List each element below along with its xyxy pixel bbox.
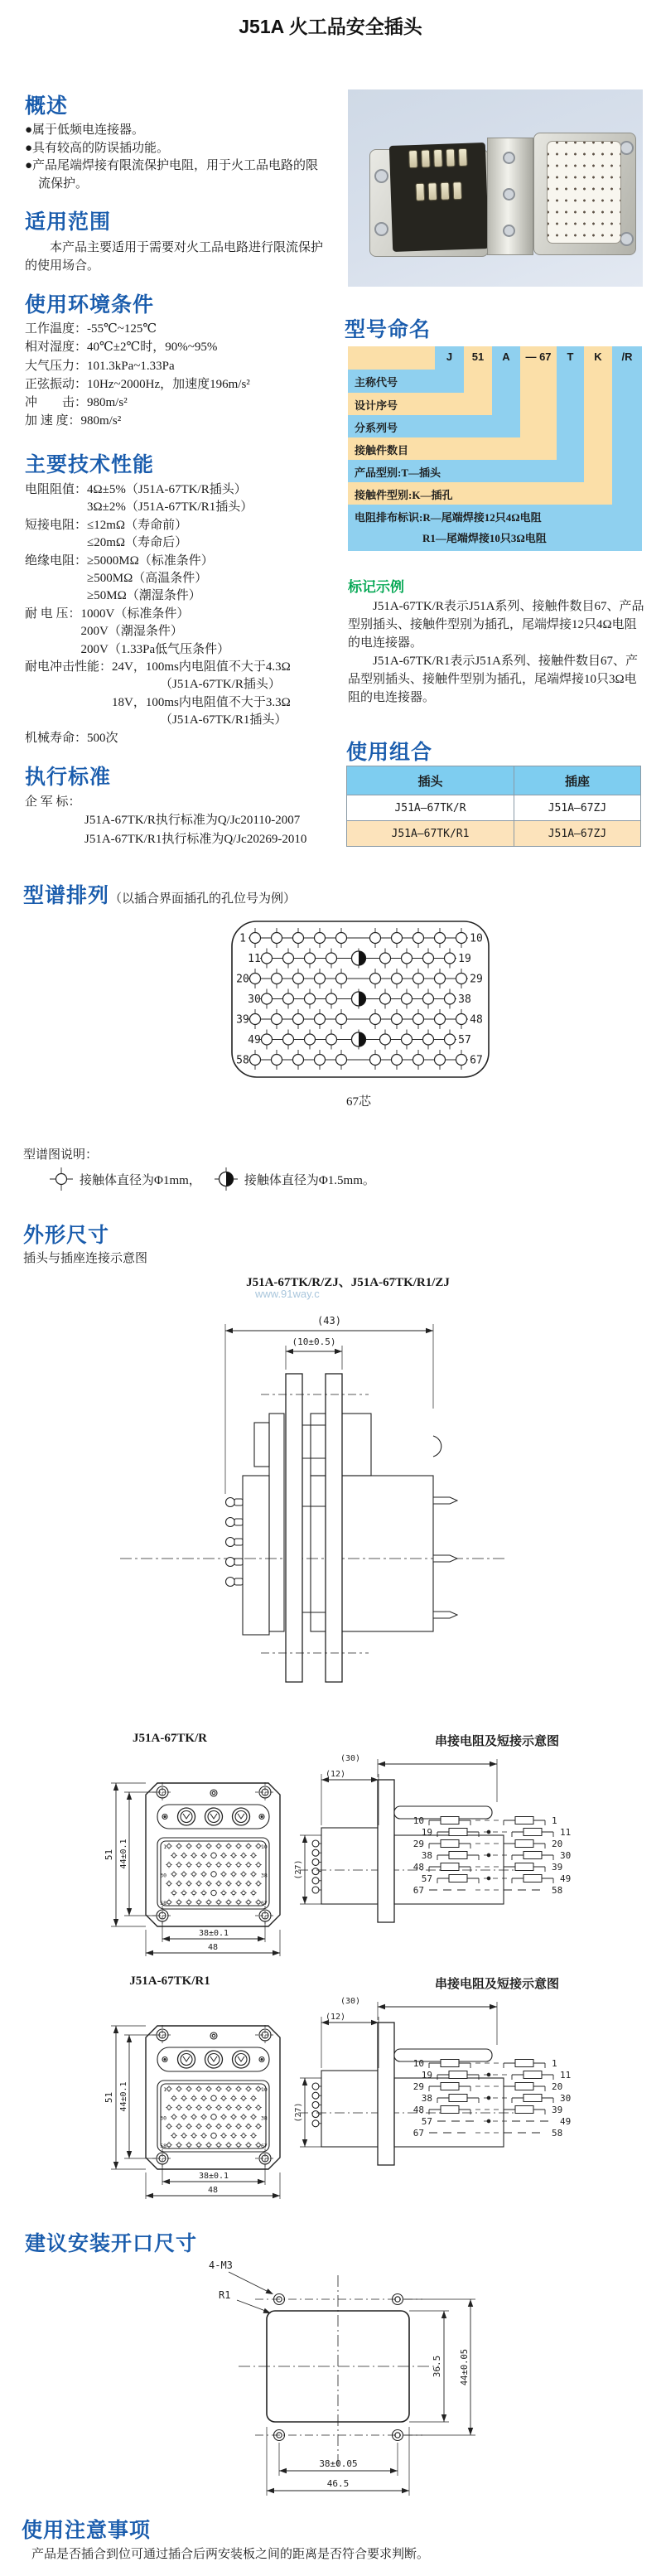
svg-text:1: 1 [163,2086,166,2093]
product-photo [348,89,643,287]
naming-code-char: A [502,350,510,363]
svg-text:51: 51 [104,2091,114,2104]
svg-text:20: 20 [552,1839,563,1849]
svg-text:11: 11 [560,1827,572,1838]
naming-code-char: J [446,350,453,363]
svg-text:1: 1 [552,1815,557,1826]
performance-list [25,481,335,747]
svg-text:30: 30 [560,2093,572,2104]
naming-last-row-line2: R1—尾端焊接10只3Ω电阻 [422,532,547,544]
svg-text:58: 58 [552,2128,563,2139]
legend-text: 接触体直径为Φ1.5mm。 [244,1173,375,1187]
page-title: J51A 火工品安全插头 [239,16,422,37]
svg-text:11: 11 [248,953,261,965]
svg-text:49: 49 [560,1873,572,1884]
photo-hole-icon [620,232,634,246]
svg-text:58: 58 [552,1885,563,1896]
performance-value: ≤20mΩ（寿命后） [87,536,188,550]
svg-text:10: 10 [413,2058,424,2069]
svg-text:1: 1 [552,2058,557,2069]
svg-text:(27): (27) [294,2102,303,2123]
svg-text:38: 38 [421,2093,432,2104]
performance-item [25,606,335,659]
environment-list [25,320,331,431]
family-heading [23,879,296,909]
svg-text:57: 57 [421,2116,432,2127]
svg-text:10: 10 [261,1844,268,1850]
svg-text:67: 67 [413,2128,424,2139]
svg-text:48: 48 [207,1943,219,1952]
photo-hole-icon [374,169,388,183]
svg-text:(12): (12) [325,2013,346,2022]
example-paragraphs [348,597,646,707]
performance-value: ≥500MΩ（高温条件） [87,572,208,586]
performance-label: 耐电冲击性能： [25,660,113,674]
svg-text:(10±0.5): (10±0.5) [292,1336,336,1347]
scope-heading: 适用范围 [25,210,112,234]
family-heading-text: 型谱排列 [23,884,110,907]
environment-heading: 使用环境条件 [25,293,155,317]
svg-text:10: 10 [261,2086,268,2093]
example-heading: 标记示例 [348,579,404,595]
table-cell: J51A—67TK/R [347,795,514,821]
performance-values [87,730,118,747]
svg-text:58: 58 [160,1900,166,1907]
photo-resistor-block [389,143,489,252]
outline-heading: 外形尺寸 [23,1224,110,1247]
naming-row-label: 分系列号 [355,422,398,434]
svg-text:58: 58 [160,2143,166,2149]
performance-label: 机械寿命： [25,731,88,745]
svg-text:38: 38 [261,1872,268,1879]
performance-values [87,553,214,606]
svg-text:30: 30 [160,2114,166,2122]
schematic-title: 串接电阻及短接示意图 [434,1735,559,1748]
svg-text:44±0.1: 44±0.1 [119,2081,128,2112]
svg-text:(43): (43) [317,1315,341,1327]
svg-text:67: 67 [261,1900,268,1907]
performance-values [81,606,230,659]
environment-label: 正弦振动： [25,377,88,391]
overview-heading: 概述 [25,94,69,118]
svg-text:19: 19 [458,953,471,965]
performance-item [25,659,335,730]
photo-hole-icon [374,222,388,236]
variant-name: J51A-67TK/R [133,1732,207,1745]
legend-text: 接触体直径为Φ1mm， [80,1173,201,1187]
svg-text:39: 39 [236,1013,249,1027]
performance-item [25,481,335,517]
performance-value: 200V（潮湿条件） [80,625,183,639]
svg-text:67: 67 [470,1054,483,1067]
combination-table-el [346,766,641,847]
environment-value: -55℃~125℃ [87,322,157,336]
svg-text:30: 30 [160,1872,166,1879]
naming-top-left-block [348,346,435,370]
svg-text:(30): (30) [340,1754,361,1763]
table-cell: J51A—67ZJ [514,821,640,847]
performance-label: 短接电阻： [25,518,88,532]
connection-drawing [99,1299,530,1701]
environment-label: 相对湿度： [25,341,88,355]
performance-value: 3Ω±2%（J51A-67TK/R1插头） [87,500,253,515]
svg-text:38±0.1: 38±0.1 [198,1929,229,1938]
environment-label: 工作温度： [25,322,88,336]
performance-values [87,481,253,517]
performance-value: 500次 [87,731,118,745]
svg-text:57: 57 [421,1873,432,1884]
environment-value: 40℃±2℃时，90%~95% [87,341,218,355]
naming-row-label: 产品型别:T—插头 [355,466,441,479]
performance-value: 18V，100ms内电阻值不大于3.3Ω [112,695,291,709]
svg-text:30: 30 [560,1850,572,1861]
naming-row-label: 接触件数目 [355,444,409,457]
svg-text:39: 39 [552,2105,563,2115]
performance-value: ≥50MΩ（潮湿条件） [87,589,201,603]
naming-code-char: /R [621,350,633,363]
table-row [347,821,641,847]
variant-section-tkr [99,1728,606,1970]
overview-bullet: ●产品尾端焊接有限流保护电阻，用于火工品电路的限流保护。 [25,159,319,191]
environment-label: 大气压力： [25,359,88,373]
svg-text:38: 38 [458,993,471,1006]
environment-value: 101.3kPa~1.33Pa [87,359,175,373]
contact-1mm-icon [48,1167,75,1191]
photo-mid-plate [487,138,533,255]
svg-text:48: 48 [470,1013,483,1027]
combination-table [346,766,641,847]
performance-value: （J51A-67TK/R插头） [160,678,281,692]
svg-text:48: 48 [207,2186,219,2195]
environment-value: 980m/s² [80,414,122,428]
svg-text:1: 1 [163,1844,166,1850]
naming-code-char: 51 [471,350,485,363]
watermark: www.91way.c [255,1288,320,1300]
svg-text:48: 48 [413,2105,424,2115]
environment-item [25,375,331,394]
photo-insert [547,141,621,244]
performance-value: （J51A-67TK/R1插头） [160,713,287,727]
performance-values [87,517,187,553]
svg-text:29: 29 [413,2081,424,2092]
table-cell: J51A—67ZJ [514,795,640,821]
naming-code-char: T [567,350,574,363]
svg-text:30: 30 [248,993,261,1006]
environment-item [25,412,331,430]
notes-text: 产品是否插合到位可通过插合后两安装板之间的距离是否符合要求判断。 [31,2548,430,2561]
svg-text:38: 38 [261,2114,268,2122]
naming-code-char: K [594,350,602,363]
environment-value: 10Hz~2000Hz，加速度196m/s² [87,377,250,391]
svg-text:44±0.05: 44±0.05 [460,2348,470,2386]
performance-item [25,730,335,747]
performance-values [112,659,291,730]
environment-item [25,357,331,375]
performance-label: 电阻阻值： [25,483,88,496]
cutout-heading: 建议安装开口尺寸 [25,2232,198,2255]
performance-value: 200V（1.33Pa低气压条件） [80,642,230,656]
naming-code-char: — 67 [525,350,552,363]
svg-text:29: 29 [470,973,483,986]
performance-value: 1000V（标准条件） [80,607,190,621]
svg-text:19: 19 [421,1827,432,1838]
svg-text:(12): (12) [325,1770,346,1779]
model-naming-diagram [348,346,642,551]
notes-heading: 使用注意事项 [22,2519,152,2542]
naming-heading: 型号命名 [345,318,432,341]
naming-row-label: 设计序号 [355,399,398,412]
performance-heading: 主要技术性能 [25,453,155,476]
variant-name: J51A-67TK/R1 [129,1974,210,1988]
table-cell: J51A—67TK/R1 [347,821,514,847]
example-paragraph: J51A-67TK/R表示J51A系列、接触件数目67、产品型别插头、接触件型别为插孔，尾端焊接12只4Ω电阻的电连接器。 [348,600,644,650]
svg-text:(30): (30) [340,1997,361,2006]
photo-hole-icon [620,141,634,155]
performance-item [25,553,335,606]
svg-text:4-M3: 4-M3 [209,2259,233,2271]
table-header: 插头 [347,766,514,795]
svg-text:10: 10 [470,932,483,945]
svg-text:20: 20 [552,2081,563,2092]
svg-text:67: 67 [261,2143,268,2149]
svg-text:(27): (27) [294,1859,303,1880]
standards-lines [84,811,306,849]
overview-bullet: ●属于低频电连接器。 [25,123,145,137]
svg-text:39: 39 [552,1862,563,1873]
naming-code-column [584,346,612,505]
environment-item [25,338,331,356]
environment-label: 冲 击： [25,396,88,410]
cutout-drawing [149,2250,514,2509]
environment-label: 加 速 度： [25,414,81,428]
svg-text:20: 20 [236,973,249,986]
outline-subtitle: 插头与插座连接示意图 [23,1252,148,1265]
naming-row-label: 接触件型别:K—插孔 [355,489,453,501]
standards-intro: 企 军 标： [25,795,81,809]
performance-label: 耐 电 压： [25,607,81,621]
standard-line: J51A-67TK/R1执行标准为Q/Jc20269-2010 [84,833,307,846]
overview-list [25,122,325,194]
svg-text:19: 19 [421,2070,432,2081]
environment-item [25,320,331,338]
performance-item [25,517,335,553]
svg-text:36.5: 36.5 [432,2355,442,2378]
standard-line: J51A-67TK/R执行标准为Q/Jc20110-2007 [84,814,301,827]
svg-text:57: 57 [458,1034,471,1046]
overview-bullet: ●具有较高的防误插功能。 [25,141,170,155]
performance-value: ≥5000MΩ（标准条件） [87,553,214,568]
svg-text:29: 29 [413,1839,424,1849]
environment-value: 980m/s² [87,396,128,410]
naming-row-label: 主称代号 [355,376,398,389]
svg-text:1: 1 [239,932,246,945]
svg-text:51: 51 [104,1849,114,1861]
table-row [347,795,641,821]
table-header: 插座 [514,766,640,795]
example-paragraph: J51A-67TK/R1表示J51A系列、接触件数目67、产品型别插头、接触件型别为插孔，尾端焊接10只3Ω电阻的电连接器。 [348,655,639,704]
performance-value: 24V，100ms内电阻值不大于4.3Ω [112,660,291,674]
svg-text:38: 38 [421,1850,432,1861]
standards-heading: 执行标准 [25,766,112,789]
pin-layout-diagram [230,920,490,1080]
pin-diagram-caption: 67芯 [345,1095,371,1109]
svg-text:38±0.1: 38±0.1 [198,2172,229,2181]
contact-1_5mm-icon [213,1167,239,1191]
connection-drawing-label: J51A-67TK/R/ZJ、J51A-67TK/R1/ZJ [246,1276,450,1289]
environment-item [25,394,331,412]
performance-value: 4Ω±5%（J51A-67TK/R插头） [87,483,247,496]
svg-text:38±0.05: 38±0.05 [319,2458,358,2469]
naming-last-row-line1: 电阻排布标识:R—尾端焊接12只4Ω电阻 [355,511,542,524]
svg-text:49: 49 [560,2116,572,2127]
legend-label: 型谱图说明： [23,1148,99,1162]
svg-text:48: 48 [413,1862,424,1873]
combination-heading: 使用组合 [346,741,433,764]
svg-text:44±0.1: 44±0.1 [119,1839,128,1869]
performance-value: ≤12mΩ（寿命前） [87,518,188,532]
svg-text:58: 58 [236,1054,249,1067]
performance-label: 绝缘电阻： [25,553,88,568]
svg-text:46.5: 46.5 [326,2478,350,2489]
svg-text:R1: R1 [219,2289,231,2301]
svg-text:11: 11 [560,2070,572,2081]
pin-legend [48,1167,387,1191]
family-heading-note: （以插合界面插孔的孔位号为例） [109,892,297,906]
variant-section-tkr1 [99,1971,606,2213]
schematic-title: 串接电阻及短接示意图 [434,1978,559,1991]
scope-text: 本产品主要适用于需要对火工品电路进行限流保护的使用场合。 [25,241,324,273]
svg-text:10: 10 [413,1815,424,1826]
svg-text:49: 49 [248,1034,261,1046]
svg-text:67: 67 [413,1885,424,1896]
